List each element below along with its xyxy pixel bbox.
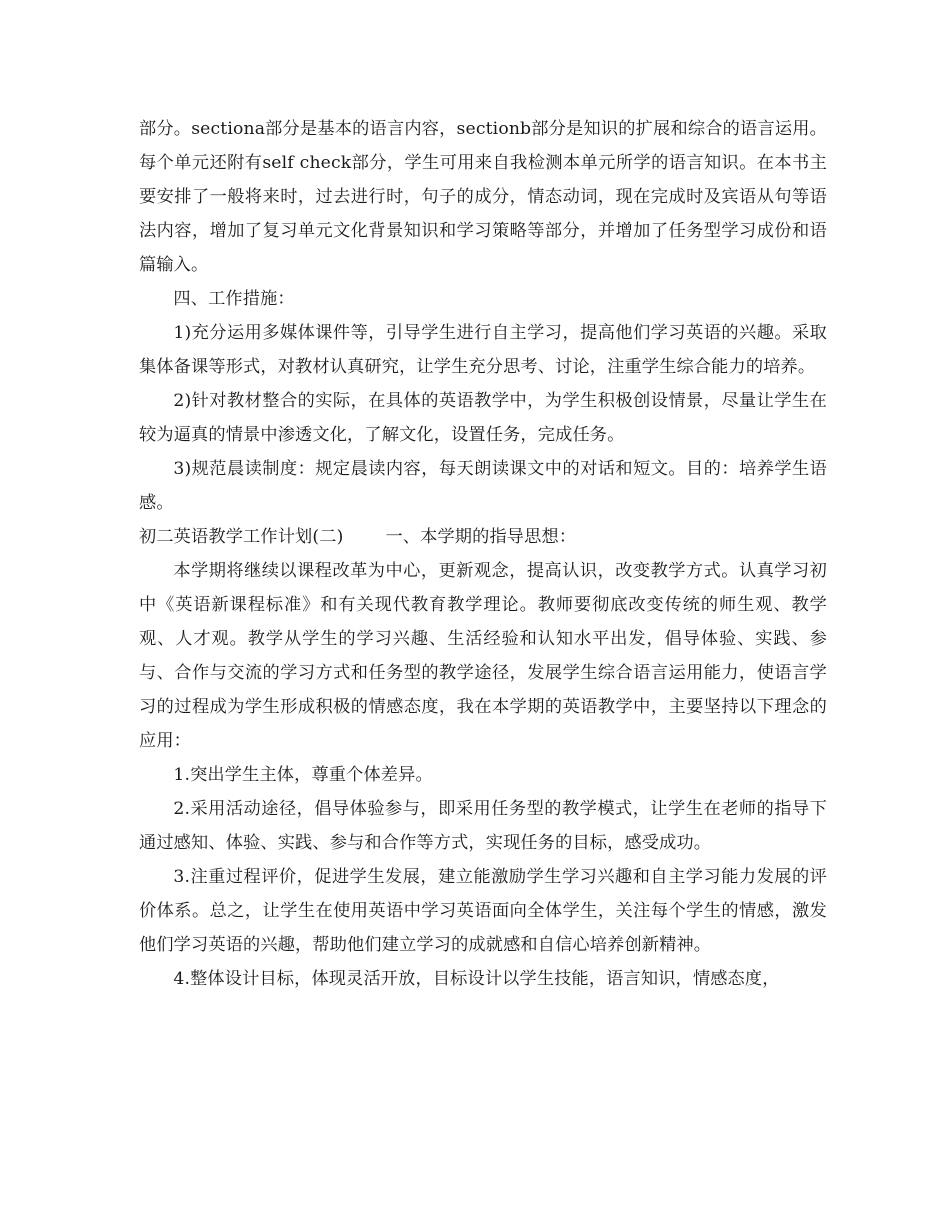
- paragraph-guiding-thought: 本学期将继续以课程改革为中心，更新观念，提高认识，改变教学方式。认真学习初中《英语新课程标准》和有关现代教育教学理论。教师要彻底改变传统的师生观、教学观、人才观。教学从学生的学习兴趣、生活经验和认知水平出发，倡导体验、实践、参与、合作与交流的学习方式和任务型的教学途径，发展学生综合语言运用能力，使语言学习的过程成为学生形成积极的情感态度，我在本学期的英语教学中，主要坚持以下理念的应用：: [139, 561, 827, 751]
- section-heading: [139, 520, 827, 554]
- paragraph-measure-3: 3)规范晨读制度：规定晨读内容，每天朗读课文中的对话和短文。目的：培养学生语感。: [139, 459, 827, 513]
- paragraph-measure-1: 1)充分运用多媒体课件等，引导学生进行自主学习，提高他们学习英语的兴趣。采取集体备课等形式，对教材认真研究，让学生充分思考、讨论，注重学生综合能力的培养。: [139, 323, 827, 377]
- paragraph-principle-4: 4.整体设计目标，体现灵活开放，目标设计以学生技能，语言知识，情感态度，: [173, 969, 780, 989]
- paragraph-principle-3: 3.注重过程评价，促进学生发展，建立能激励学生学习兴趣和自主学习能力发展的评价体系。总之，让学生在使用英语中学习英语面向全体学生，关注每个学生的情感，激发他们学习英语的兴趣，帮助他们建立学习的成就感和自信心培养创新精神。: [139, 867, 827, 955]
- document-body: [139, 112, 827, 996]
- paragraph-principle-2: 2.采用活动途径，倡导体验参与，即采用任务型的教学模式，让学生在老师的指导下通过感知、体验、实践、参与和合作等方式，实现任务的目标，感受成功。: [139, 799, 827, 853]
- paragraph-measure-2: 2)针对教材整合的实际，在具体的英语教学中，为学生积极创设情景，尽量让学生在较为逼真的情景中渗透文化，了解文化，设置任务，完成任务。: [139, 391, 827, 445]
- heading-work-measures: 四、工作措施：: [173, 289, 295, 309]
- paragraph-course-structure: 部分。sectiona部分是基本的语言内容，sectionb部分是知识的扩展和综合的语言运用。每个单元还附有self check部分，学生可用来自我检测本单元所学的语言知识。在本书主要安排了一般将来时，过去进行时，句子的成分，情态动词，现在完成时及宾语从句等语法内容，增加了复习单元文化背景知识和学习策略等部分，并增加了任务型学习成份和语篇输入。: [139, 119, 827, 275]
- plan-title: 初二英语教学工作计划(二): [139, 527, 344, 547]
- guiding-thought-heading: 一、本学期的指导思想：: [385, 527, 577, 547]
- paragraph-principle-1: 1.突出学生主体，尊重个体差异。: [173, 765, 433, 785]
